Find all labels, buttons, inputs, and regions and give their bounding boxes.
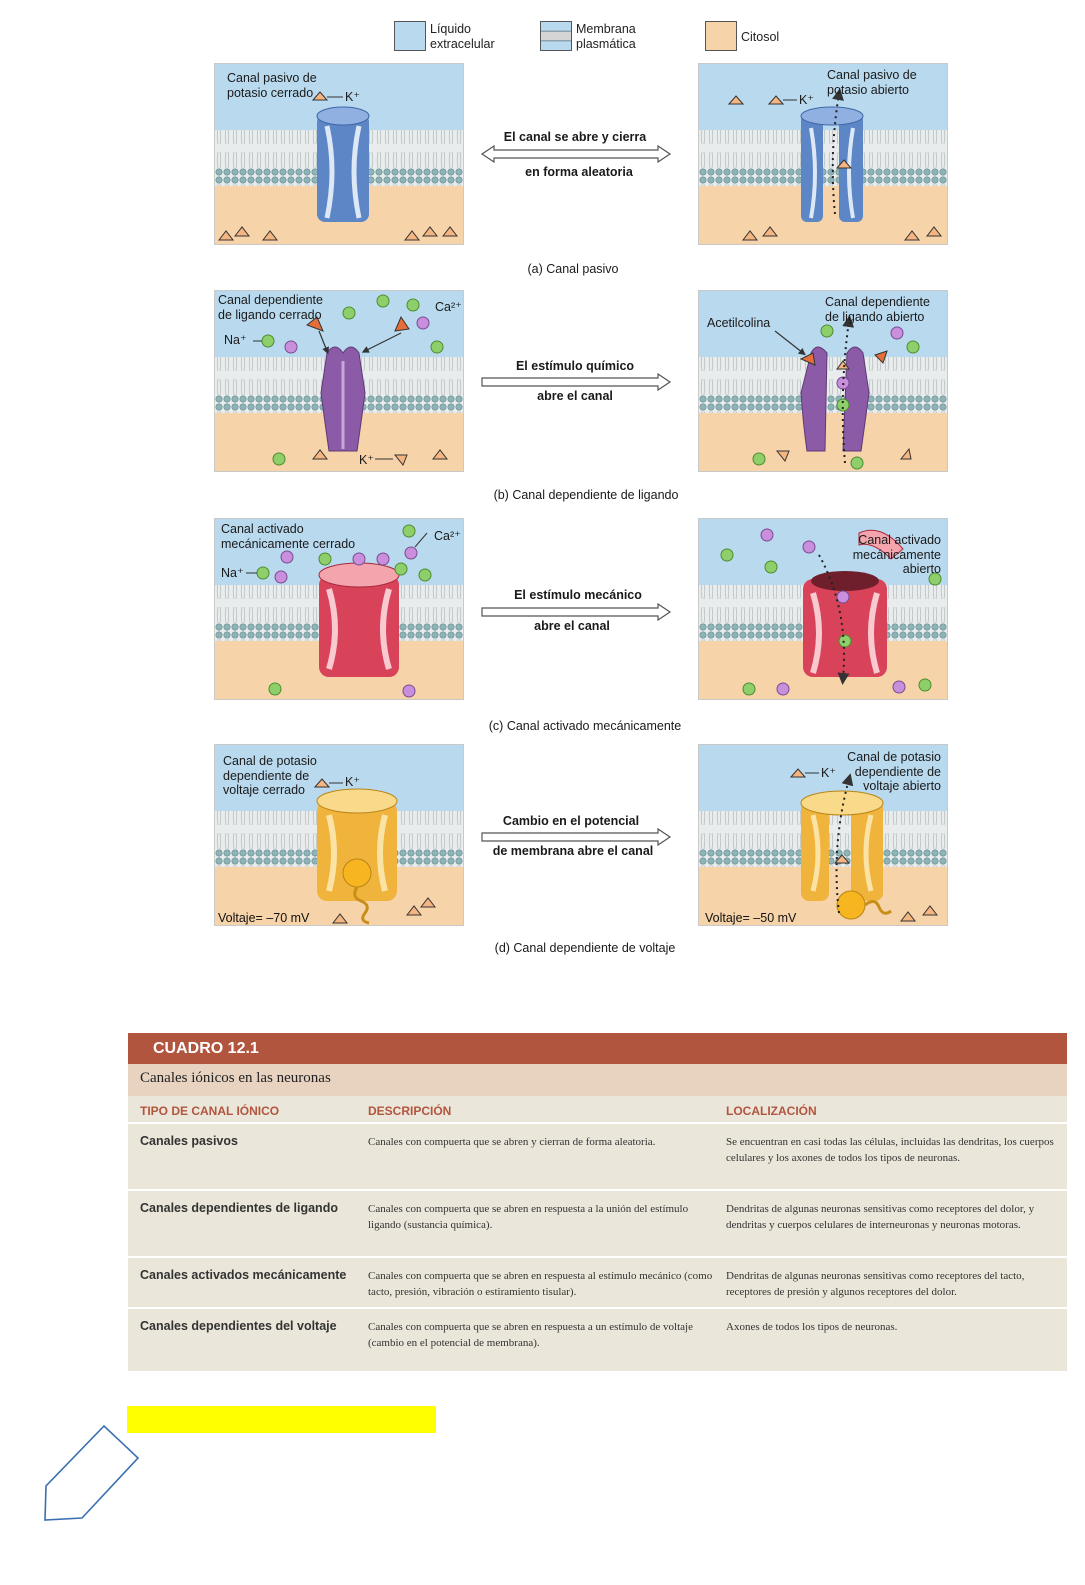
- legend-swatch-membrane: [540, 21, 572, 51]
- table-row: [128, 1258, 1067, 1309]
- cell-location: Se encuentran en casi todas las células, incluidas las dendritas, los cuerpos celulares y los axones de todos los tipos de neuronas.: [726, 1136, 1054, 1164]
- panel-d-right-label: Canal de potasio dependiente de voltaje abierto: [847, 750, 941, 793]
- table-row: [128, 1309, 1067, 1369]
- panel-d-left-label: Canal de potasio dependiente de voltaje cerrado: [223, 754, 317, 797]
- voltage-readout-closed: Voltaje= –70 mV: [218, 911, 310, 925]
- mechanical-channel-closed: [319, 563, 399, 677]
- table-header-row: [128, 1096, 1067, 1124]
- cell-description: Canales con compuerta que se abren y cierran de forma aleatoria.: [368, 1136, 656, 1148]
- panel-d-arrow-text-1: Cambio en el potencial: [502, 814, 640, 828]
- panel-c-open: [698, 518, 948, 700]
- panel-a-right-label: Canal pasivo de potasio abierto: [827, 68, 917, 97]
- cell-type: Canales pasivos: [140, 1134, 238, 1148]
- table-ion-channels: [128, 1033, 1067, 1371]
- k-ion-label: K⁺: [821, 766, 836, 780]
- cell-type: Canales dependientes de ligando: [140, 1201, 338, 1215]
- cell-type: Canales activados mecánicamente: [140, 1268, 347, 1282]
- panel-d-open: [698, 744, 948, 926]
- double-arrow-icon: [480, 145, 672, 163]
- legend-label-membrane: Membrana plasmática: [576, 22, 636, 51]
- pencil-icon[interactable]: [40, 1420, 146, 1524]
- panel-b-left-label: Canal dependiente de ligando cerrado: [218, 293, 323, 322]
- panel-d-closed: [214, 744, 464, 926]
- panel-c-right-label: Canal activado mecánicamente abierto: [852, 533, 941, 576]
- ca-ion-label: Ca²⁺: [434, 529, 461, 543]
- table-row: [128, 1191, 1067, 1258]
- legend-swatch-cytosol: [705, 21, 737, 51]
- panel-a-arrow-text-1: El canal se abre y cierra: [503, 130, 647, 144]
- panel-c-arrow-text-2: abre el canal: [534, 619, 610, 633]
- panel-b-right-label: Canal dependiente de ligando abierto: [825, 295, 930, 324]
- panel-a-arrow-text-2: en forma aleatoria: [525, 165, 633, 179]
- k-ion-label: K⁺: [799, 93, 814, 107]
- header-location: LOCALIZACIÓN: [726, 1104, 817, 1118]
- panel-c-closed: [214, 518, 464, 700]
- highlight-bar: [127, 1406, 436, 1433]
- panel-a-left-label: Canal pasivo de potasio cerrado: [227, 71, 317, 100]
- na-ion-label: Na⁺: [224, 333, 247, 347]
- panel-b-closed: [214, 290, 464, 472]
- table-title: Canales iónicos en las neuronas: [128, 1064, 1067, 1096]
- table-row: [128, 1124, 1067, 1191]
- legend-label-extracellular: Líquido extracelular: [430, 22, 495, 51]
- k-ion-label: K⁺: [345, 775, 360, 789]
- na-ion-label: Na⁺: [221, 566, 244, 580]
- panel-c-left-label: Canal activado mecánicamente cerrado: [221, 522, 356, 551]
- voltage-readout-open: Voltaje= –50 mV: [705, 911, 797, 925]
- caption-b: (b) Canal dependiente de ligando: [493, 488, 679, 502]
- caption-a: (a) Canal pasivo: [527, 262, 619, 276]
- cell-description: Canales con compuerta que se abren en respuesta a la unión del estímulo ligando (sustancia química).: [368, 1203, 689, 1231]
- k-ion-label: K⁺: [359, 453, 374, 467]
- header-description: DESCRIPCIÓN: [368, 1104, 452, 1118]
- panel-a-open: [698, 63, 948, 245]
- cell-description: Canales con compuerta que se abren en respuesta al estímulo mecánico (como tacto, presión, vibración o estiramiento tisular).: [368, 1270, 713, 1298]
- panel-b-open: [698, 290, 948, 472]
- panel-b-arrow-text-2: abre el canal: [537, 389, 613, 403]
- cell-location: Axones de todos los tipos de neuronas.: [726, 1321, 898, 1333]
- caption-d: (d) Canal dependiente de voltaje: [494, 941, 676, 955]
- k-ion-label: K⁺: [345, 90, 360, 104]
- cell-description: Canales con compuerta que se abren en respuesta a un estímulo de voltaje (cambio en el potencial de membrana).: [368, 1321, 693, 1349]
- header-type: TIPO DE CANAL IÓNICO: [140, 1104, 280, 1118]
- legend-label-cytosol: Citosol: [741, 30, 780, 44]
- table-number: CUADRO 12.1: [128, 1033, 1067, 1064]
- legend-swatch-extracellular: [394, 21, 426, 51]
- panel-c-arrow-text-1: El estímulo mecánico: [514, 588, 642, 602]
- cell-location: Dendritas de algunas neuronas sensitivas como receptores del dolor, y dendritas y cuerpos celulares de interneuronas y neuronas motoras.: [726, 1203, 1035, 1231]
- cell-type: Canales dependientes del voltaje: [140, 1319, 337, 1333]
- panel-b-arrow-text-1: El estímulo químico: [515, 359, 635, 373]
- panel-d-arrow-text-2: de membrana abre el canal: [492, 844, 654, 858]
- ligand-label: Acetilcolina: [707, 316, 771, 330]
- cell-location: Dendritas de algunas neuronas sensitivas como receptores del tacto, receptores de presión y algunos receptores del dolor.: [726, 1270, 1025, 1298]
- caption-c: (c) Canal activado mecánicamente: [488, 719, 682, 733]
- passive-channel-closed: [317, 107, 369, 222]
- panel-a-closed: [214, 63, 464, 245]
- ca-ion-label: Ca²⁺: [435, 300, 462, 314]
- ligand-channel-closed: [321, 347, 365, 451]
